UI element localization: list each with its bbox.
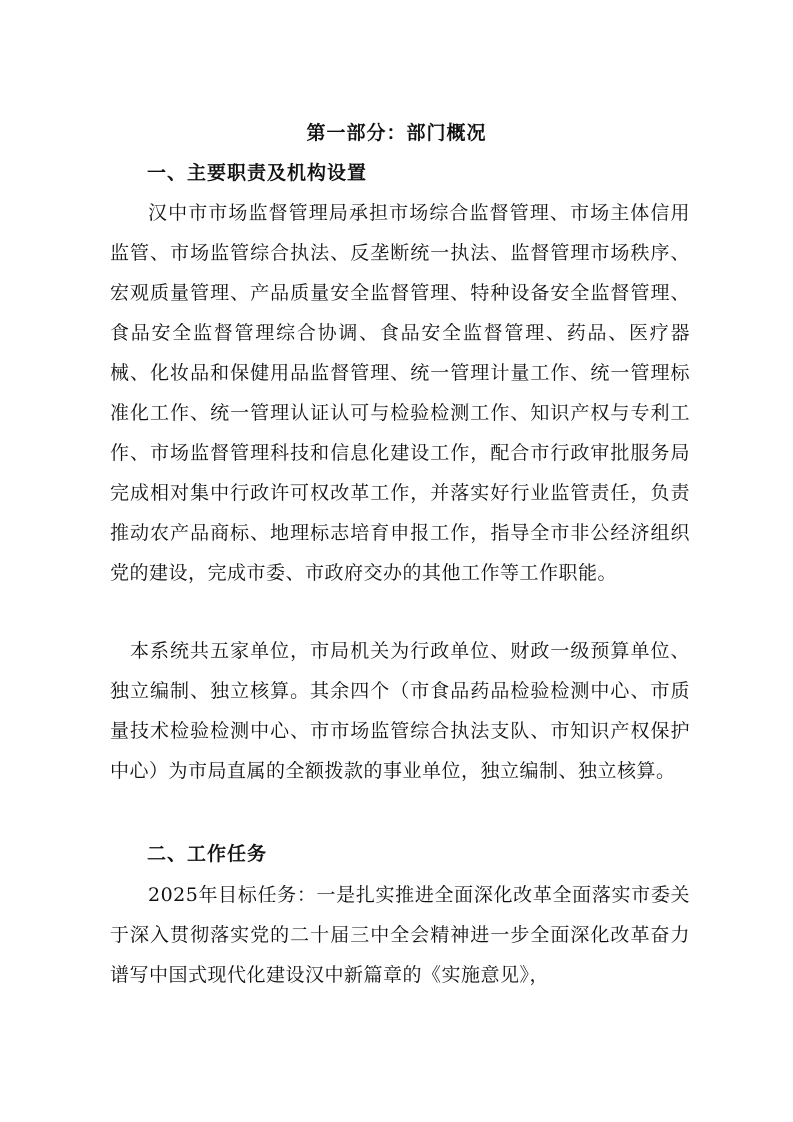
paragraph-tasks: 2025年目标任务：一是扎实推进全面深化改革全面落实市委关于深入贯彻落实党的二十届三中全会精神进一步全面深化改革奋力谱写中国式现代化建设汉中新篇章的《实施意见》， bbox=[110, 884, 690, 986]
paragraph-units: 本系统共五家单位，市局机关为行政单位、财政一级预算单位、独立编制、独立核算。其余四个（市食品药品检验检测中心、市质量技术检验检测中心、市市场监管综合执法支队、市知识产权保护中心）为市局直属的全额拨款的事业单位，独立编制、独立核算。 bbox=[110, 640, 690, 782]
section-heading-tasks: 二、工作任务 bbox=[147, 843, 268, 865]
paragraph-duties: 汉中市市场监督管理局承担市场综合监督管理、市场主体信用监管、市场监管综合执法、反垄断统一执法、监督管理市场秩序、宏观质量管理、产品质量安全监督管理、特种设备安全监督管理、食品安全监督管理综合协调、食品安全监督管理、药品、医疗器械、化妆品和保健用品监督管理、统一管理计量工作、统一管理标准化工作、统一管理认证认可与检验检测工作、知识产权与专利工作、市场监督管理科技和信息化建设工作，配合市行政审批服务局完成相对集中行政许可权改革工作，并落实好行业监管责任，负责推动农产品商标、地理标志培育申报工作，指导全市非公经济组织党的建设，完成市委、市政府交办的其他工作等工作职能。 bbox=[110, 202, 690, 584]
page-title: 第一部分：部门概况 bbox=[306, 122, 487, 144]
section-heading-duties: 一、主要职责及机构设置 bbox=[147, 162, 368, 184]
